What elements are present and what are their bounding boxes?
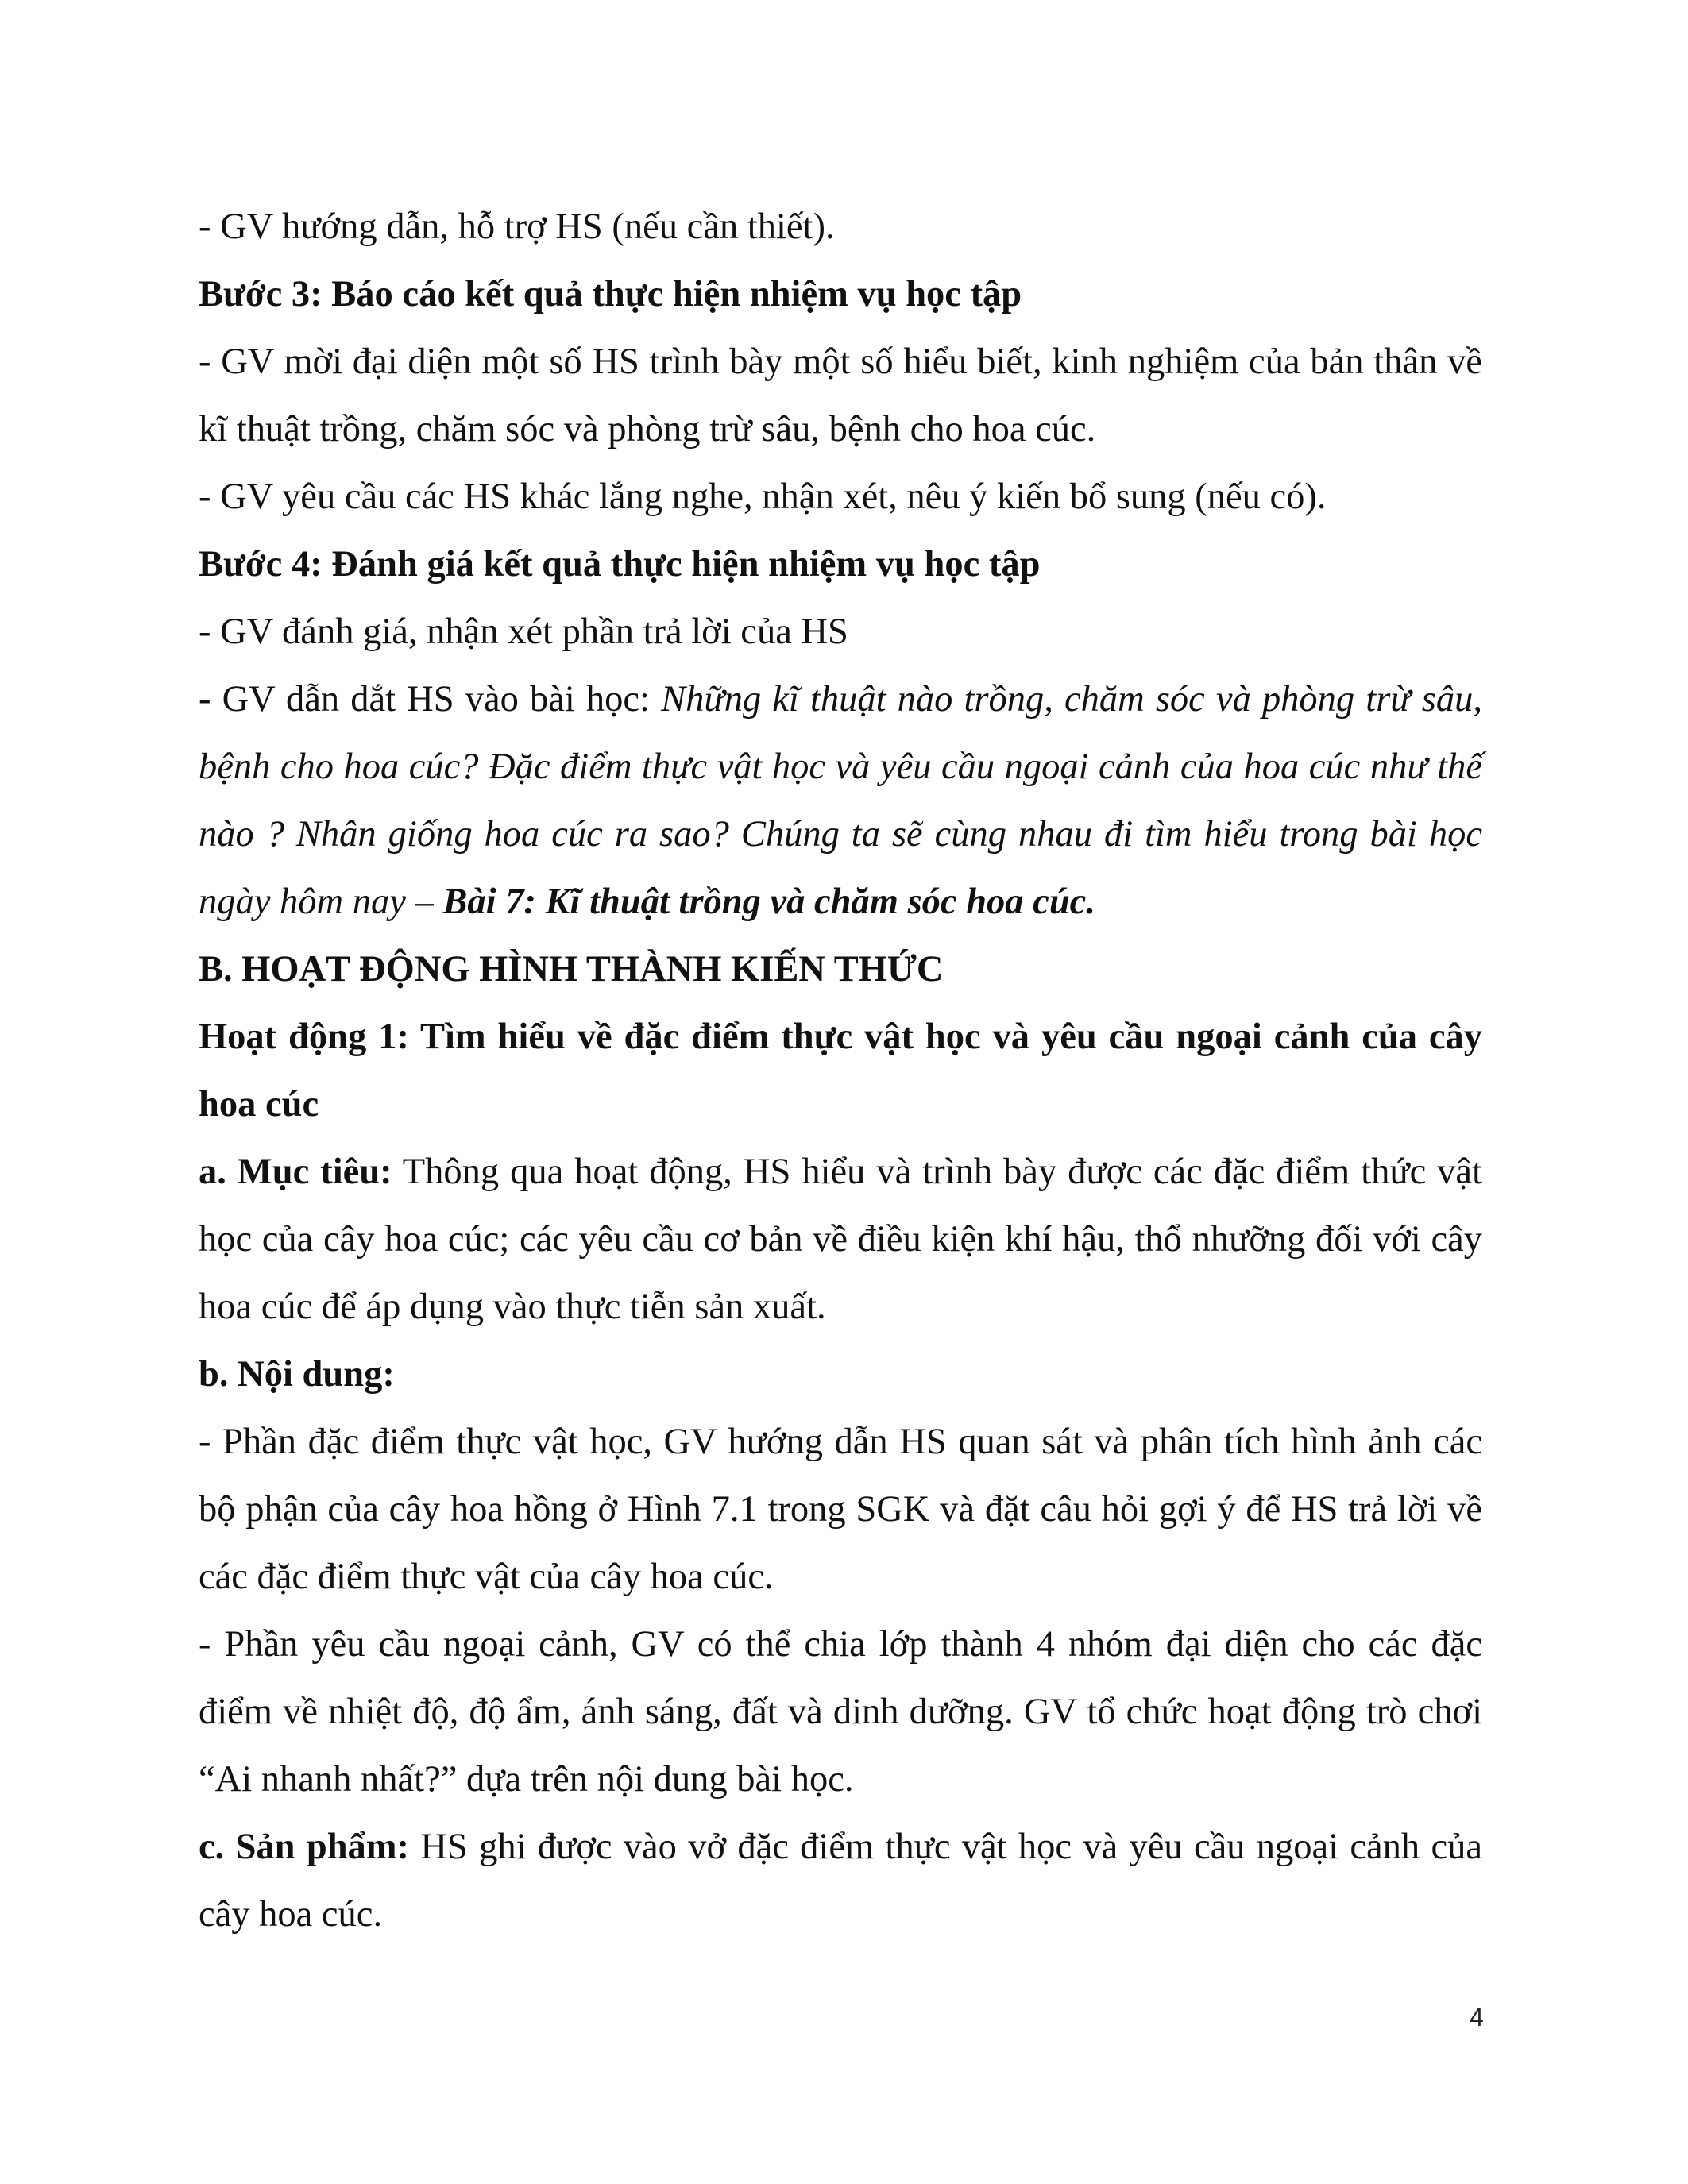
section-b-heading: B. HOẠT ĐỘNG HÌNH THÀNH KIẾN THỨC: [199, 949, 944, 990]
document-body: [199, 193, 1482, 1948]
goal-label: a. Mục tiêu:: [199, 1152, 392, 1192]
paragraph-gv-support: - GV hướng dẫn, hỗ trợ HS (nếu cần thiết).: [199, 206, 835, 247]
step-4-heading: Bước 4: Đánh giá kết quả thực hiện nhiệm vụ học tập: [199, 544, 1041, 585]
lesson-intro-lead: - GV dẫn dắt HS vào bài học:: [199, 679, 662, 720]
paragraph-environment-part: - Phần yêu cầu ngoại cảnh, GV có thể chia lớp thành 4 nhóm đại diện cho các đặc điểm về nhiệt độ, độ ẩm, ánh sáng, đất và dinh dưỡng. GV tổ chức hoạt động trò chơi “Ai nhanh nhất?” dựa trên nội dung bài học.: [199, 1624, 1482, 1800]
activity-1-heading: Hoạt động 1: Tìm hiểu về đặc điểm thực vật học và yêu cầu ngoại cảnh của cây hoa cúc: [199, 1017, 1482, 1125]
paragraph-botany-part: - Phần đặc điểm thực vật học, GV hướng dẫn HS quan sát và phân tích hình ảnh các bộ phận của cây hoa hồng ở Hình 7.1 trong SGK và đặt câu hỏi gợi ý để HS trả lời về các đặc điểm thực vật của cây hoa cúc.: [199, 1422, 1482, 1597]
paragraph-gv-invite: - GV mời đại diện một số HS trình bày một số hiểu biết, kinh nghiệm của bản thân về kĩ thuật trồng, chăm sóc và phòng trừ sâu, bệnh cho hoa cúc.: [199, 341, 1482, 450]
step-3-heading: Bước 3: Báo cáo kết quả thực hiện nhiệm vụ học tập: [199, 274, 1022, 314]
paragraph-goal: [199, 1138, 1482, 1341]
page-number: 4: [1470, 2003, 1484, 2032]
product-text: HS ghi được vào vở đặc điểm thực vật học và yêu cầu ngoại cảnh của cây hoa cúc.: [199, 1827, 1482, 1935]
paragraph-lesson-intro: [199, 666, 1482, 936]
product-label: c. Sản phẩm:: [199, 1827, 410, 1867]
paragraph-gv-request: - GV yêu cầu các HS khác lắng nghe, nhận xét, nêu ý kiến bổ sung (nếu có).: [199, 477, 1327, 517]
lesson-intro-question: Những kĩ thuật nào trồng, chăm sóc và phòng trừ sâu, bệnh cho hoa cúc? Đặc điểm thực vật học và yêu cầu ngoại cảnh của hoa cúc như thế nào ? Nhân giống hoa cúc ra sao? Chúng ta sẽ cùng nhau đi tìm hiểu trong bài học ngày hôm nay –: [199, 679, 1482, 922]
paragraph-gv-evaluate: - GV đánh giá, nhận xét phần trả lời của HS: [199, 612, 848, 652]
goal-text: Thông qua hoạt động, HS hiểu và trình bày được các đặc điểm thức vật học của cây hoa cúc; các yêu cầu cơ bản về điều kiện khí hậu, thổ nhưỡng đối với cây hoa cúc để áp dụng vào thực tiễn sản xuất.: [199, 1152, 1482, 1327]
lesson-title: Bài 7: Kĩ thuật trồng và chăm sóc hoa cúc.: [442, 882, 1095, 922]
content-label: b. Nội dung:: [199, 1354, 395, 1395]
paragraph-product: [199, 1813, 1482, 1948]
